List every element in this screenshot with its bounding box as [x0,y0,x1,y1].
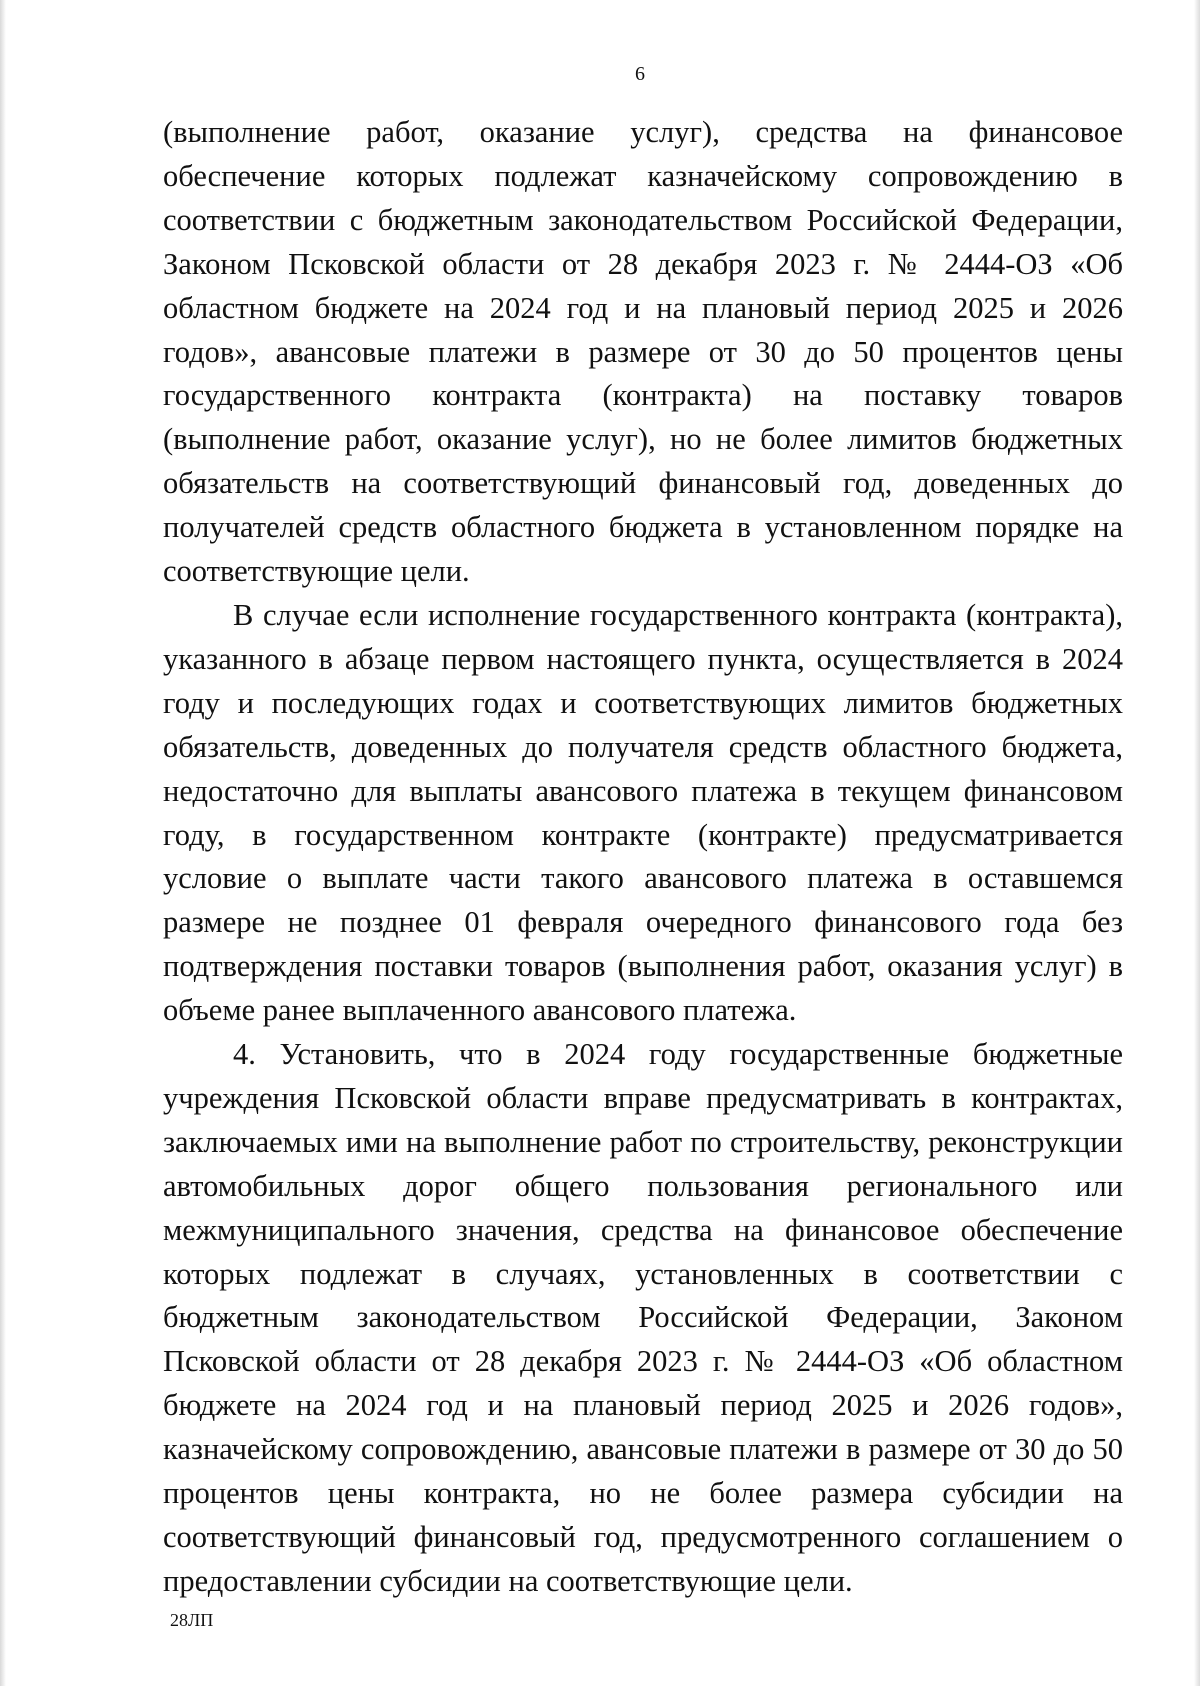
footer-code: 28ЛП [170,1610,214,1630]
paragraph-item-4: 4. Установить, что в 2024 году государственные бюджетные учреждения Псковской области вправе предусматривать в контрактах, заключаемых ими на выполнение работ по строительству, реконструкции автомобильных дорог общего пользования регионального или межмуниципального значения, средства на финансовое обеспечение которых подлежат в случаях, установленных в соответствии с бюджетным законодательством Российской Федерации, Законом Псковской области от 28 декабря 2023 г. № 2444-ОЗ «Об областном бюджете на 2024 год и на плановый период 2025 и 2026 годов», казначейскому сопровождению, авансовые платежи в размере от 30 до 50 процентов цены контракта, но не более размера субсидии на соответствующий финансовый год, предусмотренного соглашением о предоставлении субсидии на соответствующие цели. [163,1037,1123,1598]
paragraph-continuation: (выполнение работ, оказание услуг), средства на финансовое обеспечение которых подлежат казначейскому сопровождению в соответствии с бюджетным законодательством Российской Федерации, Законом Псковской области от 28 декабря 2023 г. № 2444-ОЗ «Об областном бюджете на 2024 год и на плановый период 2025 и 2026 годов», авансовые платежи в размере от 30 до 50 процентов цены государственного контракта (контракта) на поставку товаров (выполнение работ, оказание услуг), но не более лимитов бюджетных обязательств на соответствующий финансовый год, доведенных до получателей средств областного бюджета в установленном порядке на соответствующие цели. [163,115,1123,589]
paragraph-advance-payment-case: В случае если исполнение государственного контракта (контракта), указанного в абзаце первом настоящего пункта, осуществляется в 2024 году и последующих годах и соответствующих лимитов бюджетных обязательств, доведенных до получателя средств областного бюджета, недостаточно для выплаты авансового платежа в текущем финансовом году, в государственном контракте (контракте) предусматривается условие о выплате части такого авансового платежа в оставшемся размере не позднее 01 февраля очередного финансового года без подтверждения поставки товаров (выполнения работ, оказания услуг) в объеме ранее выплаченного авансового платежа. [163,597,1123,1028]
scan-edge-right [1194,0,1200,1686]
scan-edge-left [0,0,6,1686]
document-body [163,111,1123,1604]
page-number: 6 [635,63,645,85]
